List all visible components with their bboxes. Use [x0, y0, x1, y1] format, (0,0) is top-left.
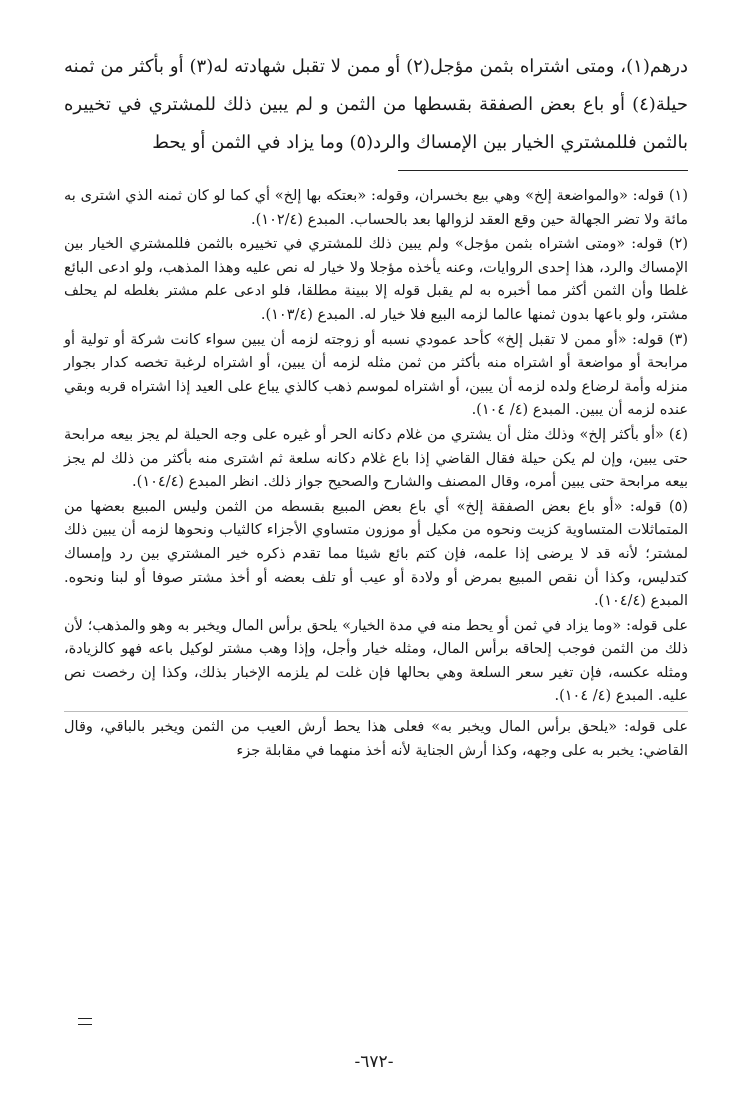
footnote-number: (١) [668, 188, 689, 204]
footnote-number: (٢) [668, 236, 688, 253]
page-number: -٦٧٢- [354, 1052, 394, 1072]
commentary-label: على قوله: [624, 719, 689, 736]
footnote-number: (٤) [668, 426, 688, 443]
footnote-text: قوله: «أو باع بعض الصفقة إلخ» أي باع بعض المبيع بقسطه من الثمن وليس المبيع بعضها من المتماثلات المتساوية كزيت ونحوه من مكيل أو موزون متساوي الأجزاء كالثياب ونحوها لزمه أن يبين ذلك لمشتر؛ لأنه قد لا يرضى إذا علمه، فإن كتم بائع شيئا مما تقدم ذكره خير المشتري بين رد وإمساك كتدليس، وكذا أن نقص المبيع بمرض أو ولادة أو عيب أو تلف بعضه أو أخذ مشتر صوفا أو لبنا ونحوه. المبدع (١٠٤/٤). [64, 498, 688, 610]
footnote-number: (٣) [668, 331, 689, 348]
commentary-text: «وما يزاد في ثمن أو يحط منه في مدة الخيار» يلحق برأس المال ويخبر به وهو والمذهب؛ لأن ذلك من الثمن فوجب إلحاقه برأس المال، ومثله خيار وأجل، وإذا وهب مشتر لوكيل باعه فهو كالزيادة، ومثله عكسه، فإن تغير سعر السلعة وهي بحالها فإن غلت لم يلزمه الإخبار بذلك، وكذا إن رخصت نص عليه. المبدع (٤/ ١٠٤). [64, 617, 688, 705]
page-content [64, 48, 688, 765]
footnote-list [64, 185, 688, 763]
footnote-separator [398, 170, 688, 171]
footnote-1 [64, 185, 688, 232]
footnote-2 [64, 233, 688, 327]
footnote-text: قوله: «أو ممن لا تقبل إلخ» كأحد عمودي نسبه أو زوجته لزمه أن يبين سواء كانت شركة أو تولية أو مرابحة أو مواضعة أو اشتراه منه بأكثر من ثمن مثله لزمه أن يبين، أو اشتراه لرغبة تخصه كدار بجوار منزله وأمة لرضاع ولده لزمه أن يبين، أو اشتراه لموسم ذهب كالذي يباع على العيد إذا اشتراه قربه وبقي عنده لزمه أن يبين. المبدع (٤/ ١٠٤). [64, 331, 688, 419]
footnote-text: «أو بأكثر إلخ» وذلك مثل أن يشتري من غلام دكانه الحر أو غيره على وجه الحيلة لم يجز بيعه مرابحة حتى يبين، وإن لم يكن حيلة فقال القاضي إذا باع غلام دكانه سلعة ثم اشترى منه بأكثر من ذلك لم يجز بيعه مرابحة حتى يبين أمره، وقال المصنف والشارح والصحيح جواز ذلك. انظر المبدع (١٠٤/٤). [64, 426, 688, 491]
footnote-5 [64, 496, 688, 614]
footnote-text: قوله: «والمواضعة إلخ» وهي بيع بخسران، وقوله: «بعتكه بها إلخ» أي كما لو كان ثمنه الذي اشترى به مائة ولا تضر الجهالة حين وقع العقد لزوالها بعد بالحساب. المبدع (١٠٢/٤). [64, 188, 688, 228]
footnote-number: (٥) [668, 498, 689, 515]
footnote-4 [64, 424, 688, 495]
commentary-2 [64, 711, 688, 763]
commentary-label: على قوله: [626, 617, 688, 634]
footnote-3 [64, 329, 688, 423]
commentary-text: «يلحق برأس المال ويخبر به» فعلى هذا يحط أرش العيب من الثمن ويخبر بالباقي، وقال القاضي: يخبر به على وجهه، وكذا أرش الجناية لأنه أخذ منهما في مقابلة جزء [64, 719, 688, 759]
footnote-text: قوله: «ومتى اشتراه بثمن مؤجل» ولم يبين ذلك للمشتري في تخييره بالثمن فللمشتري الخيار بين الإمساك والرد، هذا إحدى الروايات، وعنه يأخذه مؤجلا ولا خيار له نص عليه وهذا المذهب، ولو ادعى البائع غلطا وأن الثمن أكثر مما أخبره به لم يقبل قوله إلا ببينة مطلقا، فلو ادعى علم مشتر بغلطه لم يحلف مشتر، ولو باعها بدون ثمنها عالما لزمه البيع فلا خيار له. المبدع (١٠٣/٤). [64, 236, 689, 323]
main-paragraph: درهم(١)، ومتى اشتراه بثمن مؤجل(٢) أو ممن لا تقبل شهادته له(٣) أو بأكثر من ثمنه حيلة(٤) أو باع بعض الصفقة بقسطها من الثمن و لم يبين ذلك للمشتري في تخييره بالثمن فللمشتري الخيار بين الإمساك والرد(٥) وما يزاد في الثمن أو يحط [64, 56, 689, 153]
continuation-mark [78, 1018, 92, 1025]
commentary-1 [64, 615, 688, 709]
